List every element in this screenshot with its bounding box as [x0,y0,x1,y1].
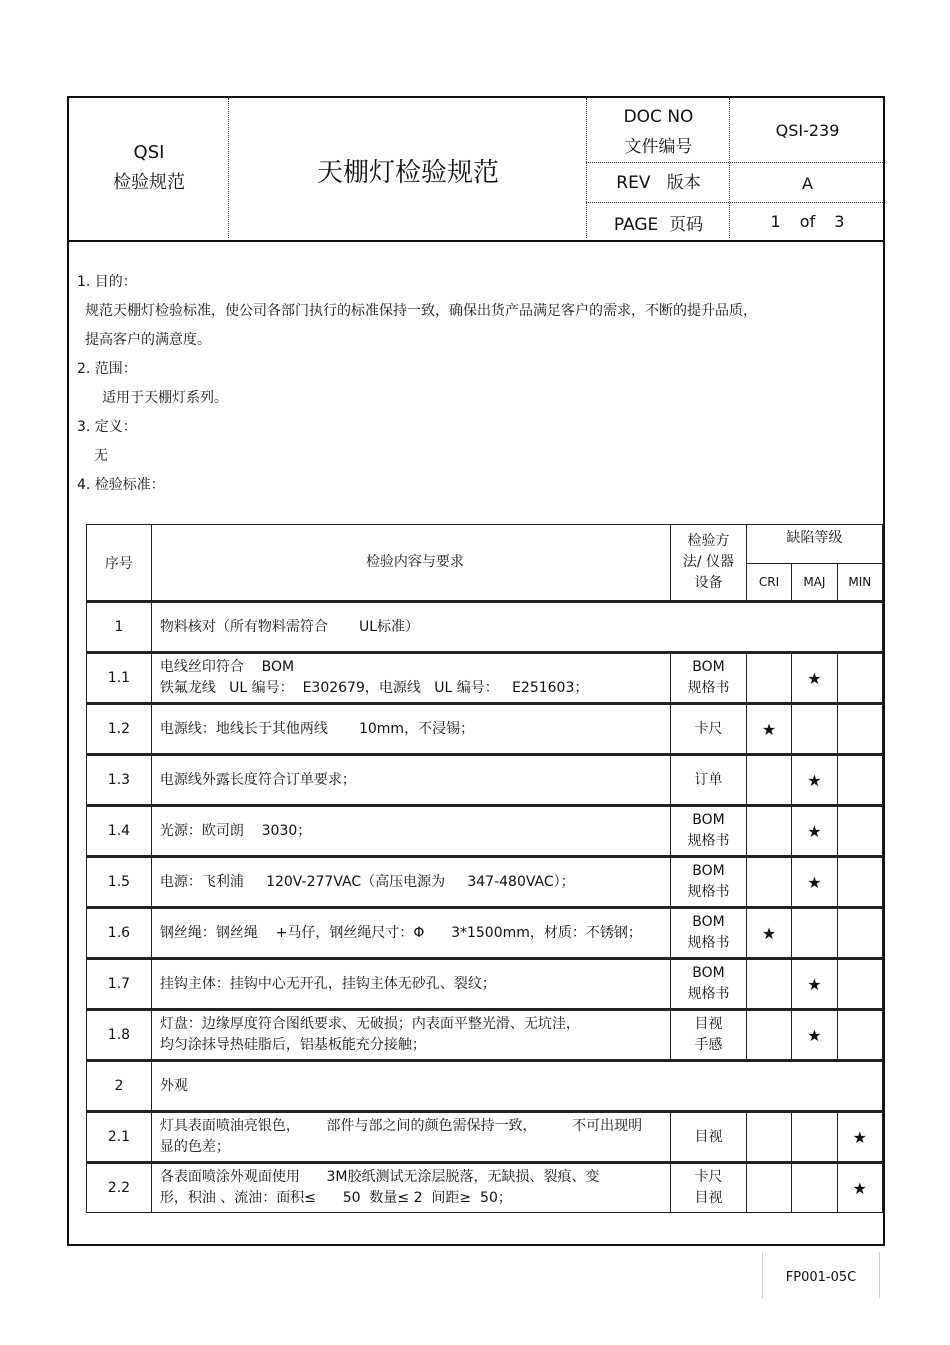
org-line2: 检验规范 [113,172,185,193]
table-row [87,1163,883,1213]
severity-maj-cell [792,1010,837,1061]
star-icon: ★ [761,923,777,943]
header-maj: MAJ [792,564,837,602]
item-requirement [151,1163,670,1213]
item-method-line2: 规格书 [687,986,730,1002]
item-method-line1: BOM [692,863,725,879]
table-row [87,857,883,908]
item-method [671,1010,747,1061]
item-no: 1.6 [87,908,152,959]
item-method-line1: 目视 [694,1128,723,1145]
item-requirement [151,1112,670,1163]
item-method-line2: 规格书 [687,884,730,900]
item-method [671,908,747,959]
severity-min-cell [837,806,882,857]
severity-maj-cell [792,755,837,806]
header-min: MIN [837,564,882,602]
item-no: 1.5 [87,857,152,908]
item-requirement-line1: 挂钩主体：挂钩中心无开孔，挂钩主体无砂孔、裂纹； [159,975,496,992]
header-divider [586,162,883,163]
item-method-line1: 订单 [694,771,723,788]
severity-cri-cell [746,1112,791,1163]
item-requirement-line2: 铁氟龙线 UL 编号： E302679，电源线 UL 编号： E251603； [159,680,589,696]
group-no: 1 [87,602,152,653]
item-method [671,704,747,755]
group-title: 物料核对（所有物料需符合 UL标准） [151,602,882,653]
severity-min-cell [837,959,882,1010]
item-requirement-line1: 电源线外露长度符合订单要求； [159,771,356,788]
item-no: 1.8 [87,1010,152,1061]
criteria-heading: 4. 检验标准： [77,477,165,493]
item-method-line2: 规格书 [687,680,730,696]
purpose-heading: 1. 目的： [77,274,137,290]
item-method-line2: 规格书 [687,833,730,849]
header-method-line3: 设备 [694,575,723,591]
severity-maj-cell [792,857,837,908]
definition-heading: 3. 定义： [77,419,137,435]
severity-min-cell [837,1163,882,1213]
table-row [87,1010,883,1061]
header-cri: CRI [746,564,791,602]
doc-no-label-cn: 文件编号 [624,137,693,157]
item-no: 1.3 [87,755,152,806]
table-row [87,1112,883,1163]
org-label [69,138,229,198]
item-method [671,653,747,704]
item-method [671,755,747,806]
item-requirement-line2: 形，积油 、流油：面积≤ 50 数量≤ 2 间距≥ 50； [159,1190,512,1206]
group-row [87,602,883,653]
header-no: 序号 [87,525,152,602]
table-row [87,653,883,704]
item-requirement-line1: 光源：欧司朗 3030； [159,822,312,839]
severity-cri-cell [746,755,791,806]
item-requirement-line1: 电源线：地线长于其他两线 10mm，不浸锡； [159,720,475,737]
header-severity: 缺陷等级 [746,525,882,564]
severity-min-cell [837,704,882,755]
item-requirement-line1: 各表面喷涂外观面使用 3M胶纸测试无涂层脱落，无缺损、裂痕、变 [159,1169,600,1185]
star-icon: ★ [807,872,822,892]
item-no: 2.2 [87,1163,152,1213]
severity-min-cell [837,1112,882,1163]
item-requirement-line2: 显的色差； [159,1139,230,1155]
star-icon: ★ [807,821,822,841]
item-requirement [151,806,670,857]
star-icon: ★ [807,1025,822,1045]
severity-cri-cell [746,806,791,857]
severity-maj-cell [792,806,837,857]
item-requirement-line1: 钢丝绳：钢丝绳 +马仔，钢丝绳尺寸：Φ 3*1500mm，材质：不锈钢； [159,924,642,941]
item-method-line1: 卡尺 [694,1169,723,1185]
purpose-text-line2: 提高客户的满意度。 [85,332,211,348]
header-content: 检验内容与要求 [151,525,670,602]
item-no: 1.1 [87,653,152,704]
group-row [87,1061,883,1112]
purpose-text-line1: 规范天棚灯检验标准，使公司各部门执行的标准保持一致，确保出货产品满足客户的需求，不断的提升品质， [85,303,757,319]
header-divider [586,202,883,203]
scope-heading: 2. 范围： [77,361,137,377]
doc-no-value: QSI-239 [775,121,840,140]
item-method-line1: BOM [692,965,725,981]
rev-label: REV 版本 [616,173,701,193]
star-icon: ★ [852,1178,867,1198]
item-requirement [151,755,670,806]
severity-maj-cell [792,653,837,704]
severity-min-cell [837,908,882,959]
severity-cri-cell [746,857,791,908]
document-title: 天棚灯检验规范 [316,158,499,188]
item-method-line1: BOM [692,914,725,930]
item-method [671,806,747,857]
rev-value: A [802,174,813,193]
org-line1: QSI [133,142,165,163]
scope-text: 适用于天棚灯系列。 [102,390,228,406]
star-icon: ★ [852,1127,867,1147]
item-no: 1.4 [87,806,152,857]
star-icon: ★ [761,719,777,739]
severity-cri-cell [746,959,791,1010]
severity-min-cell [837,653,882,704]
item-method [671,959,747,1010]
item-requirement-line1: 灯盘：边缘厚度符合图纸要求、无破损；内表面平整光滑、无坑洼， [159,1016,580,1032]
severity-cri-cell [746,1163,791,1213]
group-title: 外观 [151,1061,882,1112]
severity-maj-cell [792,704,837,755]
document-body [77,268,757,500]
table-row [87,806,883,857]
severity-min-cell [837,857,882,908]
item-method-line2: 规格书 [687,935,730,951]
page-frame [67,96,885,1246]
group-no: 2 [87,1061,152,1112]
item-requirement [151,653,670,704]
inspection-table [86,524,883,1213]
severity-maj-cell [792,1163,837,1213]
doc-no-label-en: DOC NO [623,107,694,127]
item-requirement [151,1010,670,1061]
table-row [87,959,883,1010]
severity-cri-cell [746,653,791,704]
page-value: 1 of 3 [770,212,845,231]
item-method [671,1163,747,1213]
page-label: PAGE 页码 [613,215,704,235]
item-method-line1: 卡尺 [694,720,723,737]
item-no: 1.2 [87,704,152,755]
item-requirement [151,908,670,959]
severity-cri-cell [746,704,791,755]
form-code: FP001-05C [762,1252,880,1298]
star-icon: ★ [807,668,822,688]
item-method [671,857,747,908]
header-method [671,525,747,602]
item-method-line1: 目视 [694,1016,723,1032]
item-method-line2: 手感 [694,1037,723,1053]
item-no: 1.7 [87,959,152,1010]
item-requirement-line1: 灯具表面喷油亮银色， 部件与部之间的颜色需保持一致， 不可出现明 [159,1118,643,1134]
document-header [69,98,883,242]
item-requirement-line1: 电线丝印符合 BOM [159,659,295,675]
item-method-line1: BOM [692,659,725,675]
item-requirement-line2: 均匀涂抹导热硅脂后，铝基板能充分接触； [159,1037,426,1053]
header-method-line1: 检验方 [687,533,730,549]
star-icon: ★ [807,974,822,994]
severity-min-cell [837,755,882,806]
table-row [87,908,883,959]
item-requirement-line1: 电源：飞利浦 120V-277VAC（高压电源为 347-480VAC）； [159,873,575,890]
definition-text: 无 [94,448,108,464]
item-no: 2.1 [87,1112,152,1163]
severity-maj-cell [792,959,837,1010]
severity-maj-cell [792,908,837,959]
header-method-line2: 法/ 仪器 [682,554,735,570]
item-method-line2: 目视 [694,1190,723,1206]
severity-maj-cell [792,1112,837,1163]
table-header-row [87,525,883,564]
severity-cri-cell [746,908,791,959]
item-method [671,1112,747,1163]
item-requirement [151,959,670,1010]
item-requirement [151,704,670,755]
doc-no-label [587,102,730,162]
severity-cri-cell [746,1010,791,1061]
table-row [87,755,883,806]
item-method-line1: BOM [692,812,725,828]
severity-min-cell [837,1010,882,1061]
star-icon: ★ [807,770,822,790]
table-row [87,704,883,755]
item-requirement [151,857,670,908]
